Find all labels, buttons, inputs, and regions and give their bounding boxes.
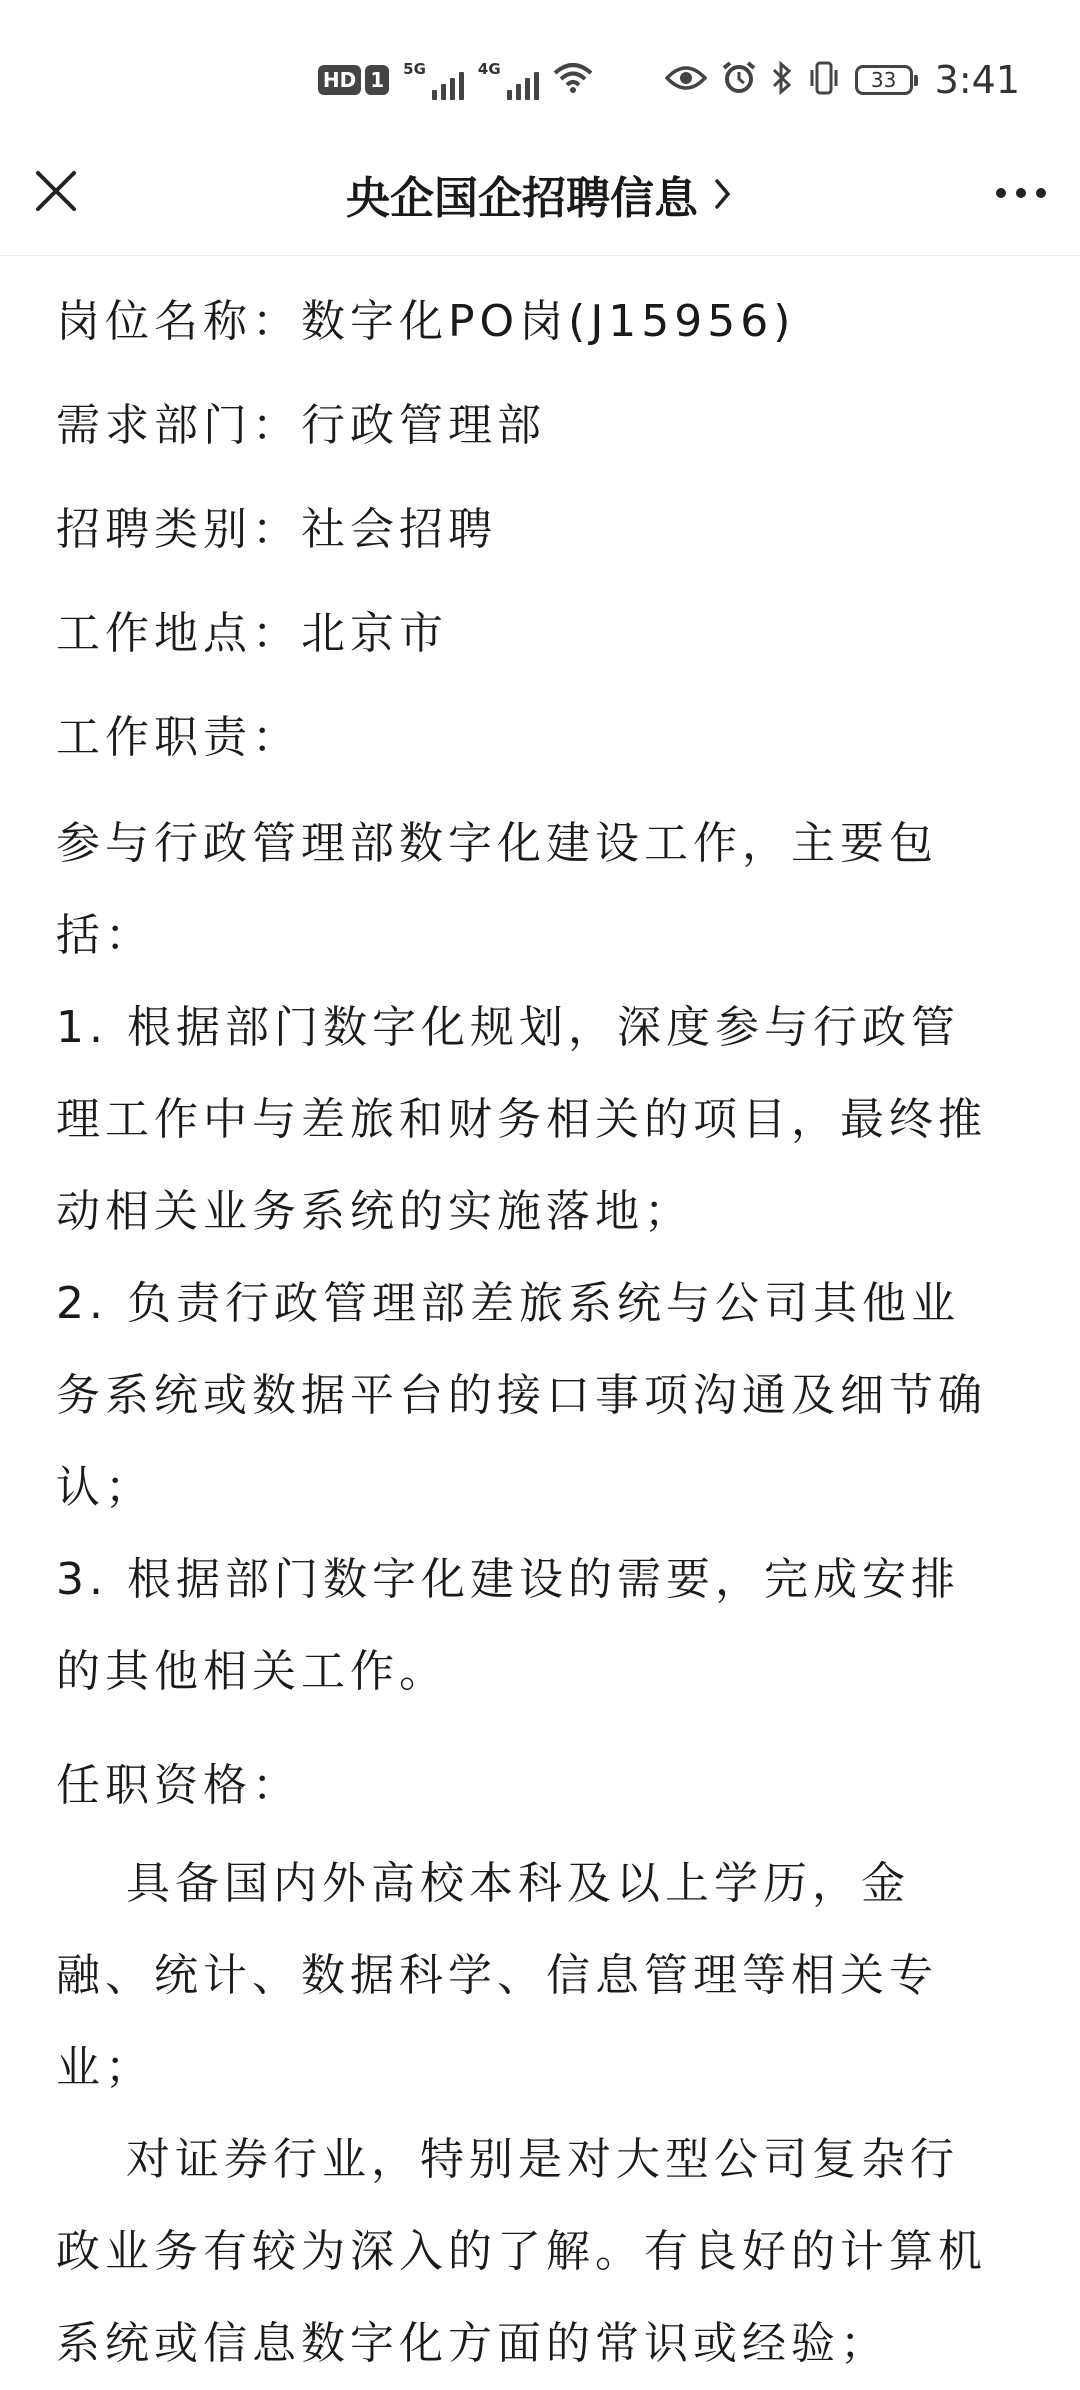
qualification-item-1: 具备国内外高校本科及以上学历，金融、统计、数据科学、信息管理等相关专业； (56, 1858, 938, 2093)
article-body (56, 270, 1006, 2390)
alarm-icon (721, 60, 757, 100)
more-icon (988, 165, 1054, 221)
network-type-label: 5G (403, 60, 426, 78)
chevron-right-icon (712, 176, 734, 212)
sim-badge: 1 (365, 65, 389, 95)
clock-time: 3:41 (934, 58, 1020, 102)
signal-5g-icon (403, 60, 464, 100)
field-label: 招聘类别： (56, 504, 301, 555)
account-title-link[interactable] (0, 163, 1080, 225)
page-title: 央企国企招聘信息 (346, 173, 698, 224)
vibrate-icon (807, 60, 841, 100)
field-value: 数字化PO岗(J15956) (301, 296, 796, 347)
navigation-bar (0, 135, 1080, 256)
battery-level: 33 (870, 68, 897, 92)
field-position (56, 270, 1006, 374)
field-department (56, 374, 1006, 478)
field-location (56, 582, 1006, 686)
duty-item-2: 2. 负责行政管理部差旅系统与公司其他业务系统或数据平台的接口事项沟通及细节确认； (56, 1278, 987, 1513)
qualifications-heading: 任职资格： (56, 1760, 301, 1811)
field-label: 岗位名称： (56, 296, 301, 347)
qualification-item-2: 对证券行业，特别是对大型公司复杂行政业务有较为深入的了解。有良好的计算机系统或信息数字化方面的常识或经验； (56, 2134, 987, 2369)
field-label: 需求部门： (56, 400, 301, 451)
field-value: 北京市 (301, 608, 448, 659)
eye-icon (665, 64, 707, 96)
field-category (56, 478, 1006, 582)
field-value: 行政管理部 (301, 400, 546, 451)
field-value: 社会招聘 (301, 504, 497, 555)
bluetooth-icon (771, 60, 793, 100)
signal-4g-icon (478, 60, 539, 100)
duties-intro: 参与行政管理部数字化建设工作，主要包括： (56, 818, 938, 961)
hd-badge: HD (318, 65, 361, 95)
duties-heading: 工作职责： (56, 712, 301, 763)
more-options-button[interactable] (988, 165, 1054, 221)
duty-item-3: 3. 根据部门数字化建设的需要，完成安排的其他相关工作。 (56, 1554, 960, 1697)
status-icons (318, 56, 1020, 104)
battery-icon (855, 65, 913, 95)
wifi-icon (553, 61, 593, 99)
field-label: 工作地点： (56, 608, 301, 659)
duty-item-1: 1. 根据部门数字化规划，深度参与行政管理工作中与差旅和财务相关的项目，最终推动相关业务系统的实施落地； (56, 1002, 987, 1237)
network-type-label: 4G (477, 60, 501, 78)
